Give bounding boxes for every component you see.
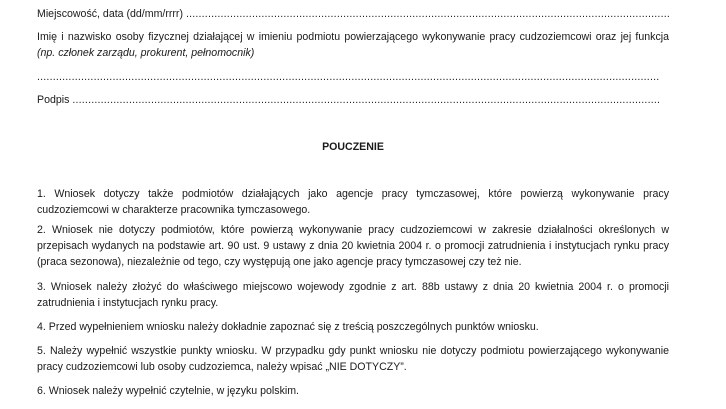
- place-date-label: Miejscowość, data (dd/mm/rrrr): [37, 8, 183, 20]
- instruction-item-4: 4. Przed wypełnieniem wniosku należy dokładnie zapoznać się z treścią poszczególnych punktów wniosku.: [37, 321, 539, 333]
- person-label-main: Imię i nazwisko osoby fizycznej działającej w imieniu podmiotu powierzającego wykonywanie pracy cudzoziemcowi oraz jej funkcja: [37, 31, 669, 43]
- instruction-item-1: 1. Wniosek dotyczy także podmiotów działających jako agencje pracy tymczasowej, które powierzą wykonywanie pracy cudzoziemcowi w charakterze pracownika tymczasowego.: [37, 188, 669, 216]
- signature-label: Podpis: [37, 94, 70, 106]
- instruction-item-6: 6. Wniosek należy wypełnić czytelnie, w języku polskim.: [37, 385, 299, 397]
- instruction-item-3: 3. Wniosek należy złożyć do właściwego miejscowo wojewody zgodnie z art. 88b ustawy z dnia 20 kwietnia 2004 r. o promocji zatrudnienia i instytucjach rynku pracy.: [37, 281, 669, 309]
- instructions-title: POUCZENIE: [322, 141, 384, 153]
- place-date-field[interactable]: [37, 6, 669, 22]
- person-field-label: [37, 29, 669, 61]
- signature-field[interactable]: [37, 92, 659, 108]
- person-name-field[interactable]: [37, 69, 659, 85]
- instruction-item-5: 5. Należy wypełnić wszystkie punkty wniosku. W przypadku gdy punkt wniosku nie dotyczy podmiotu powierzającego wykonywanie pracy cudzoziemcowi lub osoby cudzoziemca, należy wpisać „NIE DOTYCZY”.: [37, 345, 669, 373]
- instruction-item-2: 2. Wniosek nie dotyczy podmiotów, które powierzą wykonywanie pracy cudzoziemcowi w zakresie działalności określonych w przepisach wydanych na podstawie art. 90 ust. 9 ustawy z dnia 20 kwietnia 2004 r. o promocji zatrudnienia i instytucjach rynku pracy (praca sezonowa), niezależnie od tego, czy występują one jako agencje pracy tymczasowej czy też nie.: [37, 224, 669, 268]
- person-label-italic: (np. członek zarządu, prokurent, pełnomocnik): [37, 47, 255, 59]
